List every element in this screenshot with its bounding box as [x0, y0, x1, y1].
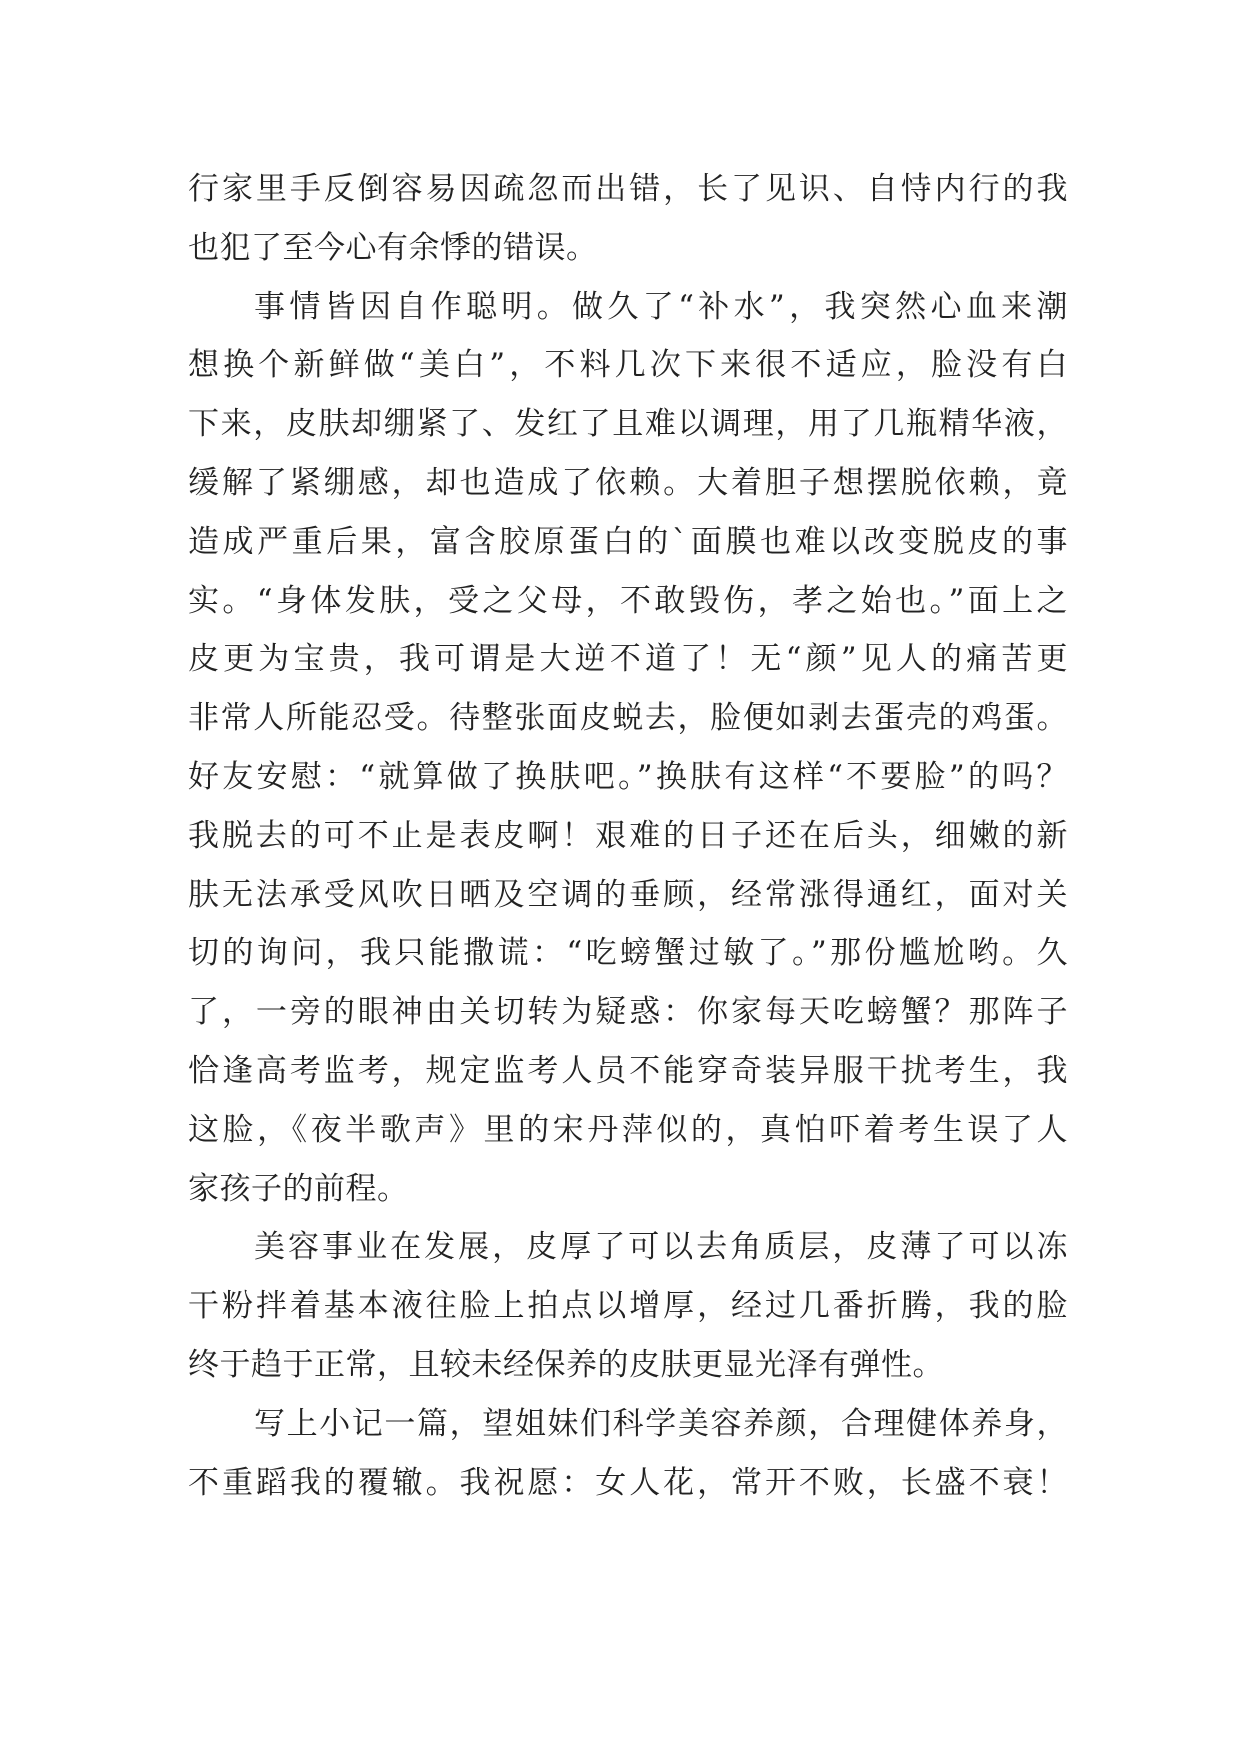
text-line: 实。“身体发肤，受之父母，不敢毁伤，孝之始也。”面上之: [188, 582, 1068, 619]
text-line: 了，一旁的眼神由关切转为疑惑：你家每天吃螃蟹？那阵子: [188, 994, 1068, 1031]
text-line: 切的询问，我只能撒谎：“吃螃蟹过敏了。”那份尴尬哟。久: [188, 935, 1068, 972]
paragraph-4: [188, 1395, 1068, 1513]
text-line: 非常人所能忍受。待整张面皮蜕去，脸便如剥去蛋壳的鸡蛋。: [188, 700, 1068, 737]
text-line: 家孩子的前程。: [188, 1170, 409, 1207]
text-line: 这脸，《夜半歌声》里的宋丹萍似的，真怕吓着考生误了人: [188, 1111, 1068, 1148]
document-body: [188, 160, 1068, 1512]
text-line: 造成严重后果，富含胶原蛋白的`面膜也难以改变脱皮的事: [188, 523, 1068, 560]
text-line: 写上小记一篇，望姐妹们科学美容养颜，合理健体养身，: [254, 1405, 1068, 1442]
text-line: 事情皆因自作聪明。做久了“补水”，我突然心血来潮: [254, 288, 1068, 325]
text-line: 干粉拌着基本液往脸上拍点以增厚，经过几番折腾，我的脸: [188, 1288, 1068, 1325]
text-line: 也犯了至今心有余悸的错误。: [188, 229, 598, 266]
text-line: 恰逢高考监考，规定监考人员不能穿奇装异服干扰考生，我: [188, 1052, 1068, 1089]
text-line: 下来，皮肤却绷紧了、发红了且难以调理，用了几瓶精华液，: [188, 406, 1068, 443]
text-line: 皮更为宝贵，我可谓是大逆不道了！无“颜”见人的痛苦更: [188, 641, 1068, 678]
text-line: 好友安慰：“就算做了换肤吧。”换肤有这样“不要脸”的吗？: [188, 758, 1068, 795]
paragraph-3: [188, 1218, 1068, 1394]
text-line: 缓解了紧绷感，却也造成了依赖。大着胆子想摆脱依赖，竟: [188, 464, 1068, 501]
text-line: 行家里手反倒容易因疏忽而出错，长了见识、自恃内行的我: [188, 171, 1068, 207]
text-line: 美容事业在发展，皮厚了可以去角质层，皮薄了可以冻: [254, 1229, 1068, 1266]
text-line: 想换个新鲜做“美白”，不料几次下来很不适应，脸没有白: [188, 347, 1068, 384]
paragraph-1: [188, 160, 1068, 278]
paragraph-2: [188, 278, 1068, 1219]
text-line: 不重蹈我的覆辙。我祝愿：女人花，常开不败，长盛不衰！: [188, 1464, 1068, 1501]
text-line: 我脱去的可不止是表皮啊！艰难的日子还在后头，细嫩的新: [188, 817, 1068, 854]
text-line: 终于趋于正常，且较未经保养的皮肤更显光泽有弹性。: [188, 1346, 944, 1383]
text-line: 肤无法承受风吹日晒及空调的垂顾，经常涨得通红，面对关: [188, 876, 1068, 913]
